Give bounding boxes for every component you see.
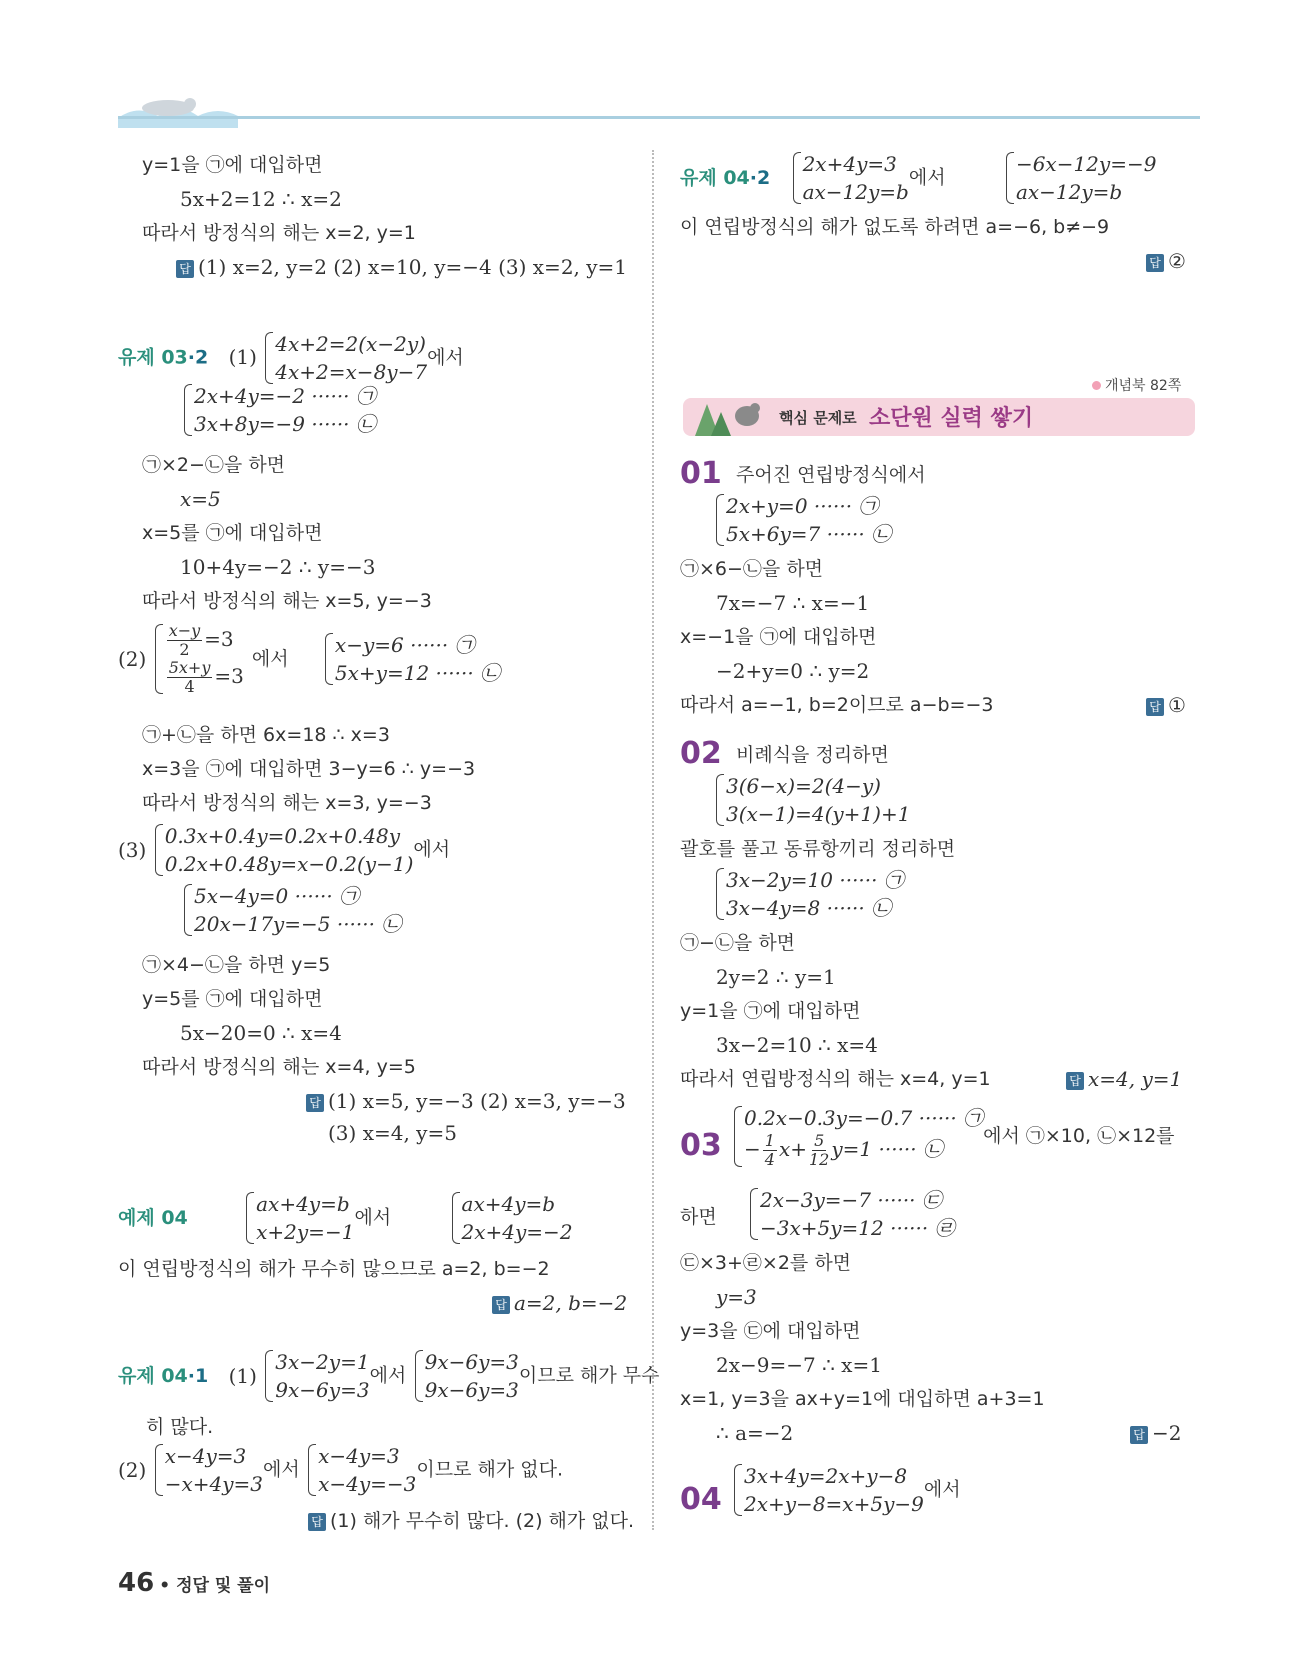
text-line: ㉠×6−㉡을 하면 bbox=[680, 558, 824, 580]
equation-system: 5x−4y=0 ······ ㉠ 20x−17y=−5 ······ ㉡ bbox=[182, 882, 401, 938]
answer-icon: 답 bbox=[176, 260, 194, 278]
equation-system: 3(6−x)=2(4−y) 3(x−1)=4(y+1)+1 bbox=[714, 772, 910, 828]
equation-system: 2x+4y=−2 ······ ㉠ 3x+8y=−9 ······ ㉡ bbox=[182, 382, 376, 438]
text-line: 따라서 방정식의 해는 x=5, y=−3 bbox=[142, 590, 432, 612]
text-line: ㉠−㉡을 하면 bbox=[680, 932, 796, 954]
text-line: 이 연립방정식의 해가 무수히 많으므로 a=2, b=−2 bbox=[118, 1258, 550, 1280]
text-line: ㉠×2−㉡을 하면 bbox=[142, 454, 286, 476]
text-line: 히 많다. bbox=[146, 1416, 214, 1438]
equation-system: 4x+2=2(x−2y) 4x+2=x−8y−7 bbox=[263, 330, 427, 386]
problem-number: 01 bbox=[680, 456, 722, 491]
text-line: x=3을 ㉠에 대입하면 3−y=6 ∴ y=−3 bbox=[142, 758, 476, 780]
page-number: 46 bbox=[118, 1568, 155, 1598]
text-line: 괄호를 풀고 동류항끼리 정리하면 bbox=[680, 838, 956, 860]
equation-system: (2) x−4y=3 −x+4y=3 에서 x−4y=3 x−4y=−3 이므로 해가 없다. bbox=[118, 1444, 564, 1496]
equation-system: 3x+4y=2x+y−8 2x+y−8=x+5y−9 에서 bbox=[732, 1462, 961, 1518]
footer-title: • 정답 및 풀이 bbox=[159, 1576, 271, 1596]
text-line: y=1을 ㉠에 대입하면 bbox=[680, 1000, 861, 1022]
tree-bird-icon bbox=[687, 392, 767, 436]
text-line: 따라서 방정식의 해는 x=2, y=1 bbox=[142, 222, 416, 244]
text-line: x=1, y=3을 ax+y=1에 대입하면 a+3=1 bbox=[680, 1388, 1045, 1410]
equation-system: 0.2x−0.3y=−0.7 ······ ㉠ − $\frac{1}{4}$ x+ $\frac{5}{12}$ y=1 ······ ㉡ 에서 ㉠×10, ㉡×12를 bbox=[732, 1104, 1175, 1169]
text-line: ㉠+㉡을 하면 6x=18 ∴ x=3 bbox=[142, 724, 390, 746]
problem-number: 03 bbox=[680, 1128, 722, 1163]
math-line: 3x−2=10 ∴ x=4 bbox=[716, 1033, 878, 1057]
text-line: 하면 bbox=[680, 1206, 717, 1228]
text-line: ㉢×3+㉣×2를 하면 bbox=[680, 1252, 852, 1274]
math-line: y=3 bbox=[716, 1285, 757, 1309]
text-line: y=5를 ㉠에 대입하면 bbox=[142, 988, 323, 1010]
text-line: y=3을 ㉢에 대입하면 bbox=[680, 1320, 861, 1342]
page-footer bbox=[118, 1568, 270, 1598]
exercise-04-2: 유제 04·2 2x+4y=3 ax−12y=b 에서 −6x−12y=−9 ax−12y=b bbox=[680, 152, 1157, 204]
equation-system: (3) 0.3x+0.4y=0.2x+0.48y 0.2x+0.48y=x−0.2(y−1) 에서 bbox=[118, 824, 451, 876]
equation-system: 2x−3y=−7 ······ ㉢ −3x+5y=12 ······ ㉣ bbox=[748, 1186, 955, 1242]
section-banner: 핵심 문제로 소단원 실력 쌓기 bbox=[683, 398, 1195, 436]
answer-line: 답 ② bbox=[1146, 248, 1186, 274]
answer-line: 답 a=2, b=−2 bbox=[492, 1290, 627, 1316]
answer-line: 답 −2 bbox=[1130, 1420, 1181, 1446]
text-line: ㉠×4−㉡을 하면 y=5 bbox=[142, 954, 331, 976]
text-line: y=1을 ㉠에 대입하면 bbox=[142, 154, 323, 176]
text-line: 비례식을 정리하면 bbox=[736, 744, 889, 766]
example-04: 예제 04 ax+4y=b x+2y=−1 에서 ax+4y=b 2x+4y=−2 bbox=[118, 1192, 573, 1244]
problem-number: 04 bbox=[680, 1482, 722, 1517]
text-line: 따라서 연립방정식의 해는 x=4, y=1 bbox=[680, 1068, 991, 1090]
answer-line: 답 ① bbox=[1146, 692, 1186, 718]
math-line: 7x=−7 ∴ x=−1 bbox=[716, 591, 870, 615]
reference-note: 개념북 82쪽 bbox=[1092, 375, 1181, 395]
text-line: 주어진 연립방정식에서 bbox=[736, 464, 926, 486]
math-line: 2y=2 ∴ y=1 bbox=[716, 965, 836, 989]
math-line: 2x−9=−7 ∴ x=1 bbox=[716, 1353, 882, 1377]
math-line: 5x+2=12 ∴ x=2 bbox=[180, 187, 342, 211]
math-line: 5x−20=0 ∴ x=4 bbox=[180, 1021, 342, 1045]
text-line: 따라서 방정식의 해는 x=4, y=5 bbox=[142, 1056, 416, 1078]
answer-line: (3) x=4, y=5 bbox=[328, 1121, 457, 1145]
seal-wave-illustration bbox=[118, 98, 238, 128]
text-line: 따라서 a=−1, b=2이므로 a−b=−3 bbox=[680, 694, 994, 716]
math-line: 10+4y=−2 ∴ y=−3 bbox=[180, 555, 376, 579]
exercise-03-2: 유제 03·2 (1) 4x+2=2(x−2y) 4x+2=x−8y−7 에서 bbox=[118, 332, 464, 384]
text-line: 따라서 방정식의 해는 x=3, y=−3 bbox=[142, 792, 432, 814]
answer-line: 답 (1) 해가 무수히 많다. (2) 해가 없다. bbox=[308, 1508, 634, 1534]
equation-system: 3x−2y=10 ······ ㉠ 3x−4y=8 ······ ㉡ bbox=[714, 866, 904, 922]
exercise-04-1: 유제 04·1 (1) 3x−2y=1 9x−6y=3 에서 9x−6y=3 9x−6y=3 이므로 해가 무수 bbox=[118, 1350, 660, 1402]
answer-line: 답 x=4, y=1 bbox=[1066, 1066, 1182, 1092]
fraction-system: (2) $\frac{x-y}{2}$ =3 $\frac{5x+y}{4}$ =3 에서 x−y=6 ······ ㉠ 5x+y=12 ······ ㉡ bbox=[118, 621, 501, 696]
equation-system: 2x+y=0 ······ ㉠ 5x+6y=7 ······ ㉡ bbox=[714, 492, 891, 548]
header-rule bbox=[118, 116, 1200, 119]
math-line: −2+y=0 ∴ y=2 bbox=[716, 659, 870, 683]
text-line: x=5를 ㉠에 대입하면 bbox=[142, 522, 323, 544]
answer-line: 답 (1) x=5, y=−3 (2) x=3, y=−3 bbox=[306, 1088, 626, 1114]
exercise-tag: 유제 03·2 bbox=[118, 346, 209, 369]
math-line: ∴ a=−2 bbox=[716, 1421, 794, 1445]
column-divider bbox=[652, 150, 654, 1530]
text-line: 이 연립방정식의 해가 없도록 하려면 a=−6, b≠−9 bbox=[680, 216, 1110, 238]
answer-line: 답 (1) x=2, y=2 (2) x=10, y=−4 (3) x=2, y=1 bbox=[176, 254, 627, 280]
text-line: x=−1을 ㉠에 대입하면 bbox=[680, 626, 877, 648]
math-line: x=5 bbox=[180, 487, 221, 511]
problem-number: 02 bbox=[680, 736, 722, 771]
